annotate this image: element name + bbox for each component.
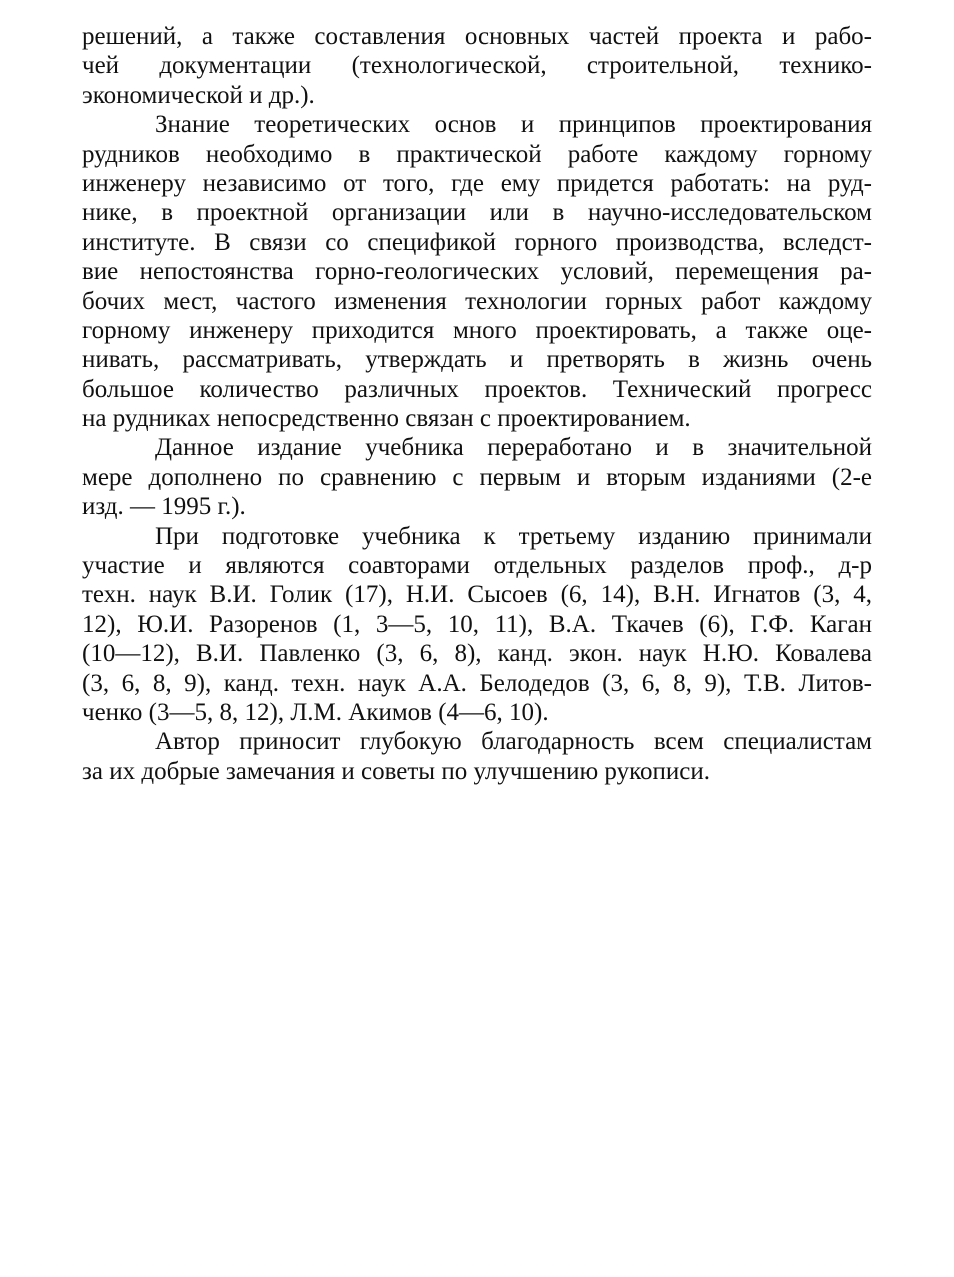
text-line: нике, в проектной организации или в научно-исследовательском xyxy=(82,199,872,227)
text-line: Знание теоретических основ и принципов проектирования xyxy=(155,111,872,139)
text-line: участие и являются соавторами отдельных разделов проф., д-р xyxy=(82,552,872,580)
text-line: институте. В связи со спецификой горного производства, вследст- xyxy=(82,228,872,256)
paragraph-5-acknowledgement xyxy=(82,727,872,786)
text-line: решений, а также составления основных частей проекта и рабо- xyxy=(82,23,872,50)
text-line: Автор приносит глубокую благодарность всем специалистам xyxy=(155,728,872,756)
text-line: бочих мест, частого изменения технологии горных работ каждому xyxy=(82,287,872,315)
text-line: техн. наук В.И. Голик (17), Н.И. Сысоев (6, 14), В.Н. Игнатов (3, 4, xyxy=(82,581,872,609)
text-line: 12), Ю.И. Разоренов (1, 3—5, 10, 11), В.А. Ткачев (6), Г.Ф. Каган xyxy=(82,610,872,638)
text-line: большое количество различных проектов. Технический прогресс xyxy=(82,375,872,403)
text-line: вие непостоянства горно-геологических условий, перемещения ра- xyxy=(82,258,872,286)
text-line: за их добрые замечания и советы по улучшению рукописи. xyxy=(82,757,710,785)
text-line: мере дополнено по сравнению с первым и вторым изданиями (2-е xyxy=(82,463,872,491)
paragraph-2-design-knowledge xyxy=(82,110,872,433)
text-line: инженеру независимо от того, где ему придется работать: на руд- xyxy=(82,169,872,197)
document-page xyxy=(82,22,872,786)
text-line: на рудниках непосредственно связан с проектированием. xyxy=(82,405,691,433)
paragraph-1-continuation xyxy=(82,22,872,110)
text-line: экономической и др.). xyxy=(82,81,315,109)
text-line: изд. — 1995 г.). xyxy=(82,493,246,521)
text-line: нивать, рассматривать, утверждать и претворять в жизнь очень xyxy=(82,346,872,374)
paragraph-3-edition-note xyxy=(82,433,872,521)
text-line: горному инженеру приходится много проектировать, а также оце- xyxy=(82,316,872,344)
text-line: Данное издание учебника переработано и в значительной xyxy=(155,434,872,462)
text-line: (3, 6, 8, 9), канд. техн. наук А.А. Белодедов (3, 6, 8, 9), Т.В. Литов- xyxy=(82,669,872,697)
text-line: При подготовке учебника к третьему изданию принимали xyxy=(155,522,872,550)
text-line: (10—12), В.И. Павленко (3, 6, 8), канд. экон. наук Н.Ю. Ковалева xyxy=(82,640,872,668)
text-line: чей документации (технологической, строительной, технико- xyxy=(82,52,872,80)
paragraph-4-coauthors xyxy=(82,522,872,728)
text-line: рудников необходимо в практической работе каждому горному xyxy=(82,140,872,168)
text-line: ченко (3—5, 8, 12), Л.М. Акимов (4—6, 10). xyxy=(82,698,549,726)
